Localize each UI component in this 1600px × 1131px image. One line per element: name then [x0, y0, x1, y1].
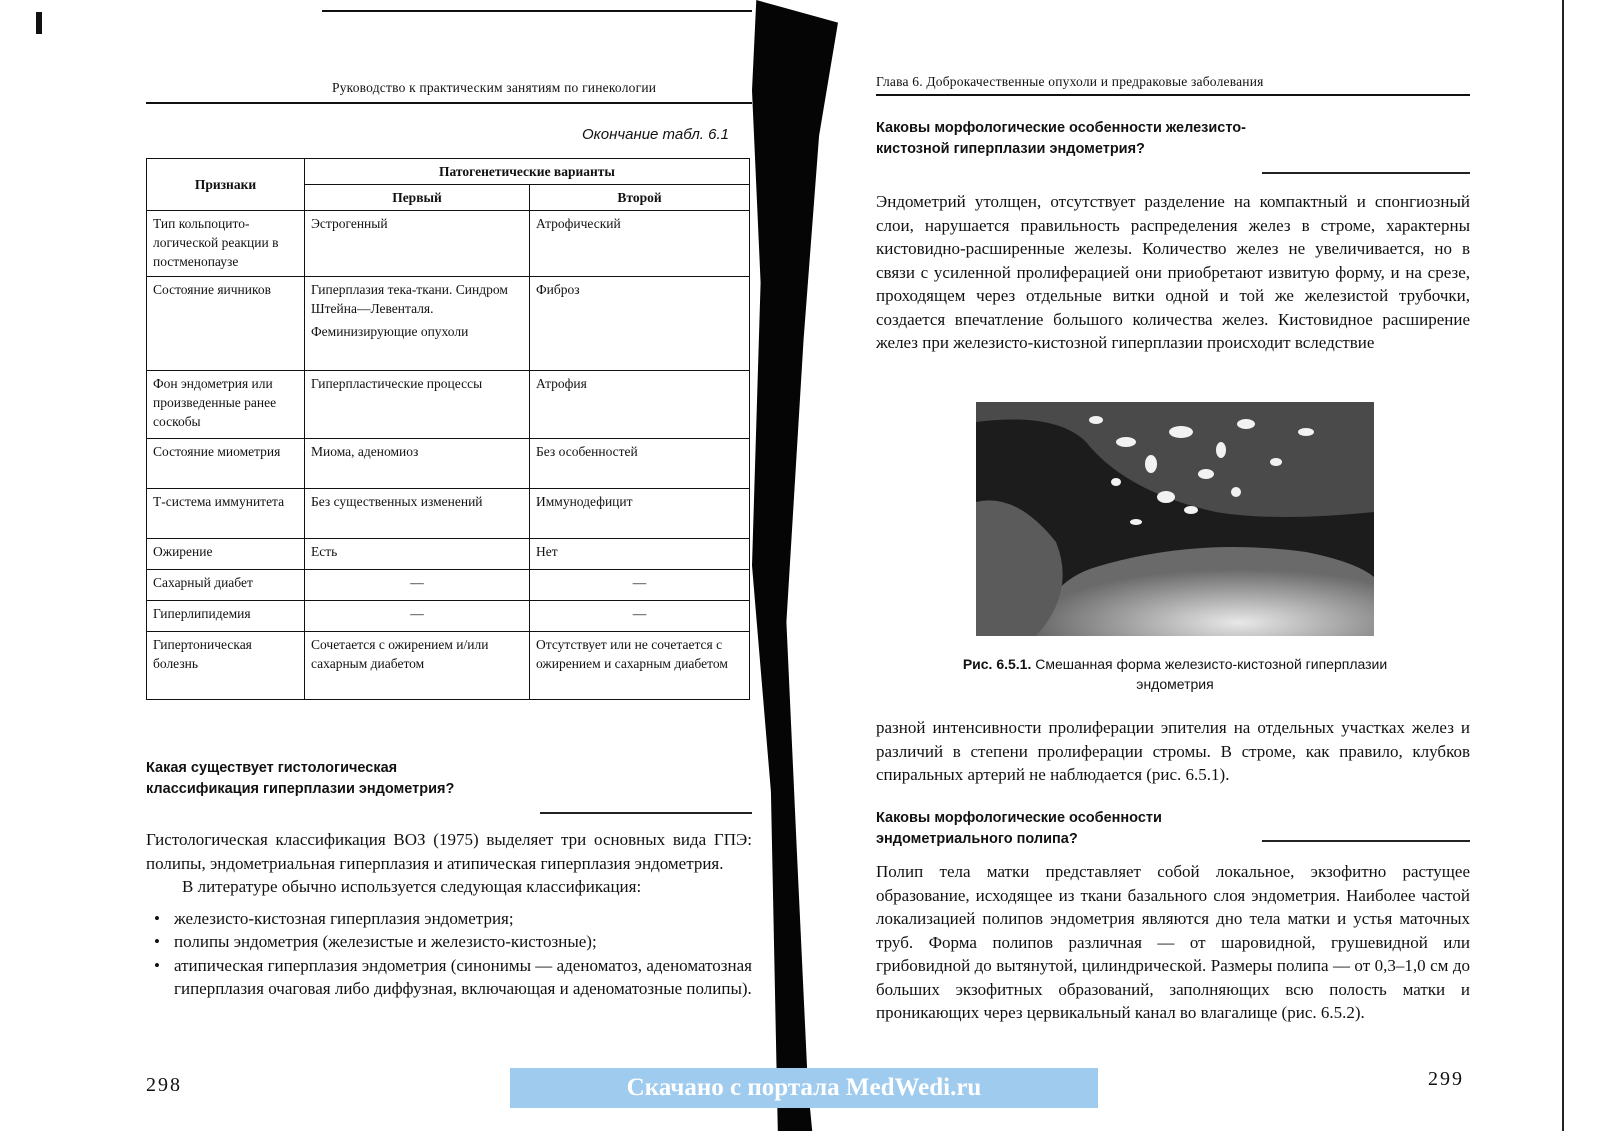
- table-cell-sign: Ожирение: [147, 539, 305, 570]
- download-watermark: Скачано с портала MedWedi.ru: [510, 1068, 1098, 1108]
- table-row: [147, 439, 750, 489]
- table-cell-first: —: [305, 601, 530, 632]
- table-cell-sign: Гипертоническая болезнь: [147, 632, 305, 700]
- table-cell-second: Иммунодефицит: [530, 489, 750, 539]
- glandular-cystic-text-continued: [876, 716, 1470, 787]
- question-rule-right-2: [1262, 840, 1470, 842]
- table-row: [147, 211, 750, 277]
- figure-caption-text: Смешанная форма железисто-кистозной гиперплазии эндометрия: [1035, 656, 1388, 692]
- table-cell-first: [305, 277, 530, 371]
- table-row: [147, 489, 750, 539]
- question-rule-right-1: [1262, 172, 1470, 174]
- table-cell-first-extra: Феминизирующие опухоли: [311, 324, 469, 339]
- table-cell-sign: Т-система иммунитета: [147, 489, 305, 539]
- section-question-polyp: Каковы морфологические особенности эндометриального полипа?: [876, 810, 1162, 847]
- paragraph: Эндометрий утолщен, отсутствует разделение на компактный и спонгиозный слои, нарушается правильность распределения желез в строме, характерны кистовидно-расширенные железы. Количество желез не увеличивается, но в связи с усиленной пролиферацией они приобретают извитую форму, и на срезе, проходящем через отдельные витки одной и той же железистой трубочки, создается впечатление большого количества желез. Кистовидное расширение желез при железисто-кистозной гиперплазии происходит вследствие: [876, 192, 1470, 352]
- classification-text: [146, 828, 752, 1001]
- paragraph: В литературе обычно используется следующая классификация:: [182, 877, 642, 896]
- running-header-left: Руководство к практическим занятиям по гинекологии: [332, 80, 657, 95]
- scan-mark: [36, 12, 42, 34]
- pathogenetic-variants-table: [146, 158, 750, 700]
- table-cell-first: Без существенных изменений: [305, 489, 530, 539]
- table-cell-first: —: [305, 570, 530, 601]
- table-cell-sign: Состояние яичников: [147, 277, 305, 371]
- table-cell-second: Атрофический: [530, 211, 750, 277]
- classification-list: [146, 907, 752, 1001]
- header-rule-left: [146, 102, 752, 104]
- table-cell-second: Фиброз: [530, 277, 750, 371]
- figure-label: Рис. 6.5.1.: [962, 656, 1032, 672]
- table-cell-first: Есть: [305, 539, 530, 570]
- top-edge-line: [322, 10, 752, 12]
- table-row: [147, 601, 750, 632]
- table-cell-first: Миома, аденомиоз: [305, 439, 530, 489]
- table-cell-second: Без особенностей: [530, 439, 750, 489]
- list-item: • железисто-кистозная гиперплазия эндометрия;: [146, 907, 752, 931]
- book-gutter-shadow: [752, 0, 838, 1131]
- question-rule-left: [540, 812, 752, 814]
- table-cell-sign: Тип кольпоцито-логической реакции в постменопаузе: [147, 211, 305, 277]
- table-cell-first-text: Гиперплазия тека-ткани. Синдром Штейна—Левенталя.: [311, 282, 508, 316]
- table-continuation-label: Окончание табл. 6.1: [582, 126, 729, 143]
- table-cell-first: Эстрогенный: [305, 211, 530, 277]
- table-header-group: Патогенетические варианты: [305, 159, 750, 185]
- table-header-second: Второй: [530, 185, 750, 211]
- header-rule-right: [876, 94, 1470, 96]
- table-header-first: Первый: [305, 185, 530, 211]
- micrograph-image: [976, 402, 1374, 636]
- table-header-signs: Признаки: [147, 159, 305, 211]
- table-row: [147, 539, 750, 570]
- table-cell-second: Отсутствует или не сочетается с ожирением и сахарным диабетом: [530, 632, 750, 700]
- table-cell-second: Нет: [530, 539, 750, 570]
- table-cell-sign: Фон эндометрия или произведенные ранее соскобы: [147, 371, 305, 439]
- table-cell-first: Гиперпластические процессы: [305, 371, 530, 439]
- table-cell-sign: Гиперлипидемия: [147, 601, 305, 632]
- page-number-left: 298: [146, 1074, 182, 1096]
- table-cell-first: Сочетается с ожирением и/или сахарным диабетом: [305, 632, 530, 700]
- figure-caption: [940, 654, 1410, 694]
- section-question-glandular-cystic: Каковы морфологические особенности железисто-кистозной гиперплазии эндометрия?: [876, 120, 1246, 157]
- paragraph: Гистологическая классификация ВОЗ (1975) выделяет три основных вида ГПЭ: полипы, эндометриальная гиперплазия и атипическая гиперплазия эндометрия.: [146, 830, 752, 873]
- table-cell-second: Атрофия: [530, 371, 750, 439]
- table-cell-sign: Сахарный диабет: [147, 570, 305, 601]
- list-item: • полипы эндометрия (железистые и железисто-кистозные);: [146, 930, 752, 954]
- table-row: [147, 371, 750, 439]
- running-header-right: Глава 6. Доброкачественные опухоли и предраковые заболевания: [876, 74, 1264, 89]
- paragraph: разной интенсивности пролиферации эпителия на отдельных участках желез и различий в степени пролиферации стромы. В строме, как правило, клубков спиральных артерий не наблюдается (рис. 6.5.1).: [876, 718, 1470, 784]
- paragraph: Полип тела матки представляет собой локальное, экзофитно растущее образование, исходящее из ткани базального слоя эндометрия. Наиболее частой локализацией полипов эндометрия являются дно тела матки и устья маточных труб. Форма полипов различная — от шаровидной, грушевидной или грибовидной до вытянутой, цилиндрической. Размеры полипа — от 0,3–1,0 см до больших экзофитных образований, заполняющих всю полость матки и проникающих через цервикальный канал во влагалище (рис. 6.5.2).: [876, 862, 1470, 1022]
- table-row: [147, 277, 750, 371]
- glandular-cystic-text: [876, 190, 1470, 355]
- section-question-classification: Какая существует гистологическая классификация гиперплазии эндометрия?: [146, 760, 455, 797]
- table-cell-sign: Состояние миометрия: [147, 439, 305, 489]
- table-row: [147, 632, 750, 700]
- page-edge-line: [1562, 0, 1564, 1131]
- micrograph-figure: [976, 402, 1374, 636]
- polyp-text: [876, 860, 1470, 1025]
- table-cell-second: —: [530, 601, 750, 632]
- table-row: [147, 570, 750, 601]
- list-item: • атипическая гиперплазия эндометрия (синонимы — аденоматоз, аденоматозная гиперплазия очаговая либо диффузная, включающая и аденоматозные полипы).: [146, 954, 752, 1001]
- table-cell-second: —: [530, 570, 750, 601]
- page-number-right: 299: [1428, 1068, 1464, 1090]
